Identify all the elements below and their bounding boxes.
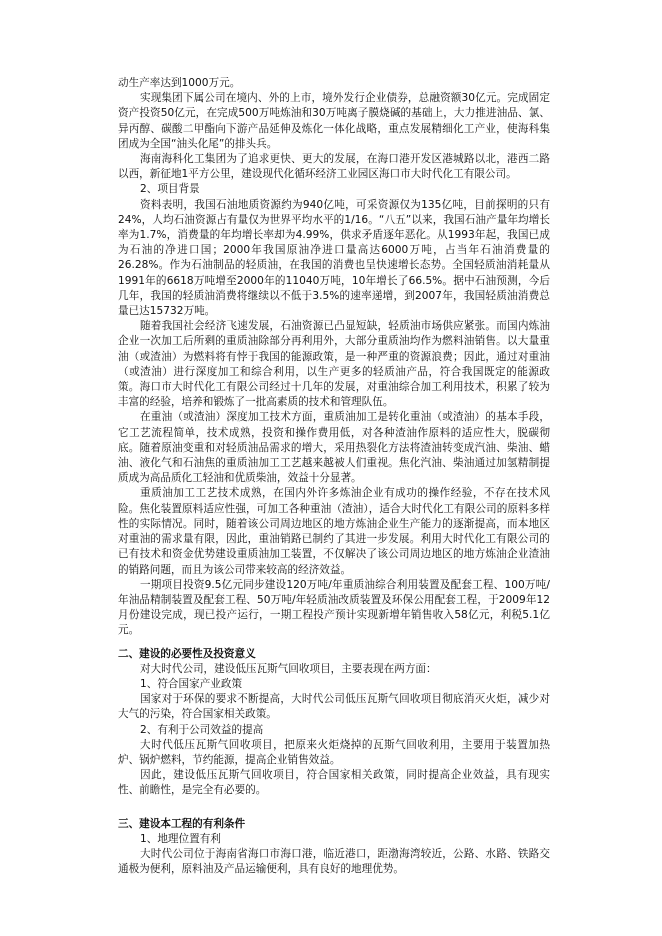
paragraph: 资料表明，我国石油地质资源约为940亿吨，可采资源仅为135亿吨，目前探明的只有24%，人均石油资源占有量仅为世界平均水平的1/16。“八五”以来，我国石油产量年均增长率为1.7%，消费量的年均增长率却为4.99%，供求矛盾逐年恶化。从1993年起，我国已成为石油的净进口国；2000年我国原油净进口量高达6000万吨，占当年石油消费量的26.28%。作为石油制品的轻质油，在我国的消费也呈快速增长态势。全国轻质油消耗量从1991年的6618万吨增至2000年的11040万吨，10年增长了66.5%。据中石油预测，今后几年，我国的轻质油消费将继续以不低于3.5%的速率递增，到2007年，我国轻质油消费总量已达15732万吨。 <box>118 198 550 318</box>
paragraph: 动生产率达到1000万元。 <box>118 77 241 89</box>
paragraph: 海南海科化工集团为了追求更快、更大的发展，在海口港开发区港城路以北，港西二路以西，新征地1平方公里，建设现代化循环经济工业园区海口市大时代化工有限公司。 <box>118 153 550 181</box>
subheading-industry-policy: 1、符合国家产业政策 <box>140 677 243 690</box>
paragraph: 大时代低压瓦斯气回收项目，把原来火炬烧掉的瓦斯气回收利用，主要用于装置加热炉、锅炉燃料，节约能源，提高企业销售效益。 <box>118 738 550 766</box>
paragraph: 在重油（或渣油）深度加工技术方面，重质油加工是转化重油（或渣油）的基本手段，它工艺流程简单，技术成熟，投资和操作费用低，对各种渣油作原料的适应性大，脱碳彻底。随着原油变重和对轻质油品需求的增大，采用热裂化方法将渣油转变成汽油、柴油、蜡油、液化气和石油焦的重质油加工工艺越来越被人们重视。焦化汽油、柴油通过加氢精制提质成为高品质化工轻油和优质柴油，效益十分显著。 <box>118 411 550 485</box>
section-heading-favorable-conditions: 三、建设本工程的有利条件 <box>118 817 246 830</box>
paragraph: 大时代公司位于海南省海口市海口港，临近港口，距渤海湾较近，公路、水路、铁路交通极为便利，原料油及产品运输便利，具有良好的地理优势。 <box>118 847 550 876</box>
paragraph: 一期项目投资9.5亿元同步建设120万吨/年重质油综合利用装置及配套工程、100万吨/年油品精制装置及配套工程、50万吨/年轻质油改质装置及环保公用配套工程，于2009年12月份建设完成，现已投产运行，一期工程投产预计实现新增年销售收入58亿元，利税5.1亿元。 <box>118 578 550 637</box>
section-heading-necessity: 二、建设的必要性及投资意义 <box>118 647 256 660</box>
paragraph: 实现集团下属公司在境内、外的上市，境外发行企业债券，总融资额30亿元。完成固定资产投资50亿元，在完成500万吨炼油和30万吨离子膜烧碱的基础上，大力推进油品、氯、异丙醇、碳酸二甲酯向下游产品延伸及炼化一体化战略，重点发展精细化工产业，使海科集团成为全国“油头化尾”的排头兵。 <box>118 92 550 150</box>
spacer <box>118 799 550 811</box>
subheading-project-background: 2、项目背景 <box>140 183 200 196</box>
paragraph: 因此，建设低压瓦斯气回收项目，符合国家相关政策，同时提高企业效益，具有现实性、前瞻性，是完全有必要的。 <box>118 769 550 797</box>
subheading-benefit: 2、有利于公司效益的提高 <box>140 723 264 736</box>
paragraph: 随着我国社会经济飞速发展，石油资源已凸显短缺，轻质油市场供应紧张。而国内炼油企业一次加工后所剩的重质油除部分再利用外，大部分重质油均作为燃料油销售。以大量重油（或渣油）为燃料将有悖于我国的能源政策，是一种严重的资源浪费；因此，通过对重油（或渣油）进行深度加工和综合利用，以生产更多的轻质油产品，符合我国既定的能源政策。海口市大时代化工有限公司经过十几年的发展，对重油综合加工利用技术，积累了较为丰富的经验，培养和锻炼了一批高素质的技术和管理队伍。 <box>118 320 550 409</box>
paragraph: 重质油加工工艺技术成熟，在国内外许多炼油企业有成功的操作经验，不存在技术风险。焦化装置原料适应性强，可加工各种重油（渣油），适合大时代化工有限公司的原料多样性的实际情况。同时，随着该公司周边地区的地方炼油企业生产能力的逐渐提高，而本地区对重油的需求量有限，因此，重油销路已制约了其进一步发展。利用大时代化工有限公司的已有技术和资金优势建设重质油加工装置，不仅解决了该公司周边地区的地方炼油企业渣油的销路问题，而且为该公司带来较高的经济效益。 <box>118 487 550 576</box>
document-page <box>118 76 550 877</box>
paragraph: 国家对于环保的要求不断提高，大时代公司低压瓦斯气回收项目彻底消灭火炬，减少对大气的污染，符合国家相关政策。 <box>118 693 550 721</box>
paragraph: 对大时代公司，建设低压瓦斯气回收项目，主要表现在两方面： <box>140 662 437 675</box>
subheading-location: 1、地理位置有利 <box>140 832 221 845</box>
